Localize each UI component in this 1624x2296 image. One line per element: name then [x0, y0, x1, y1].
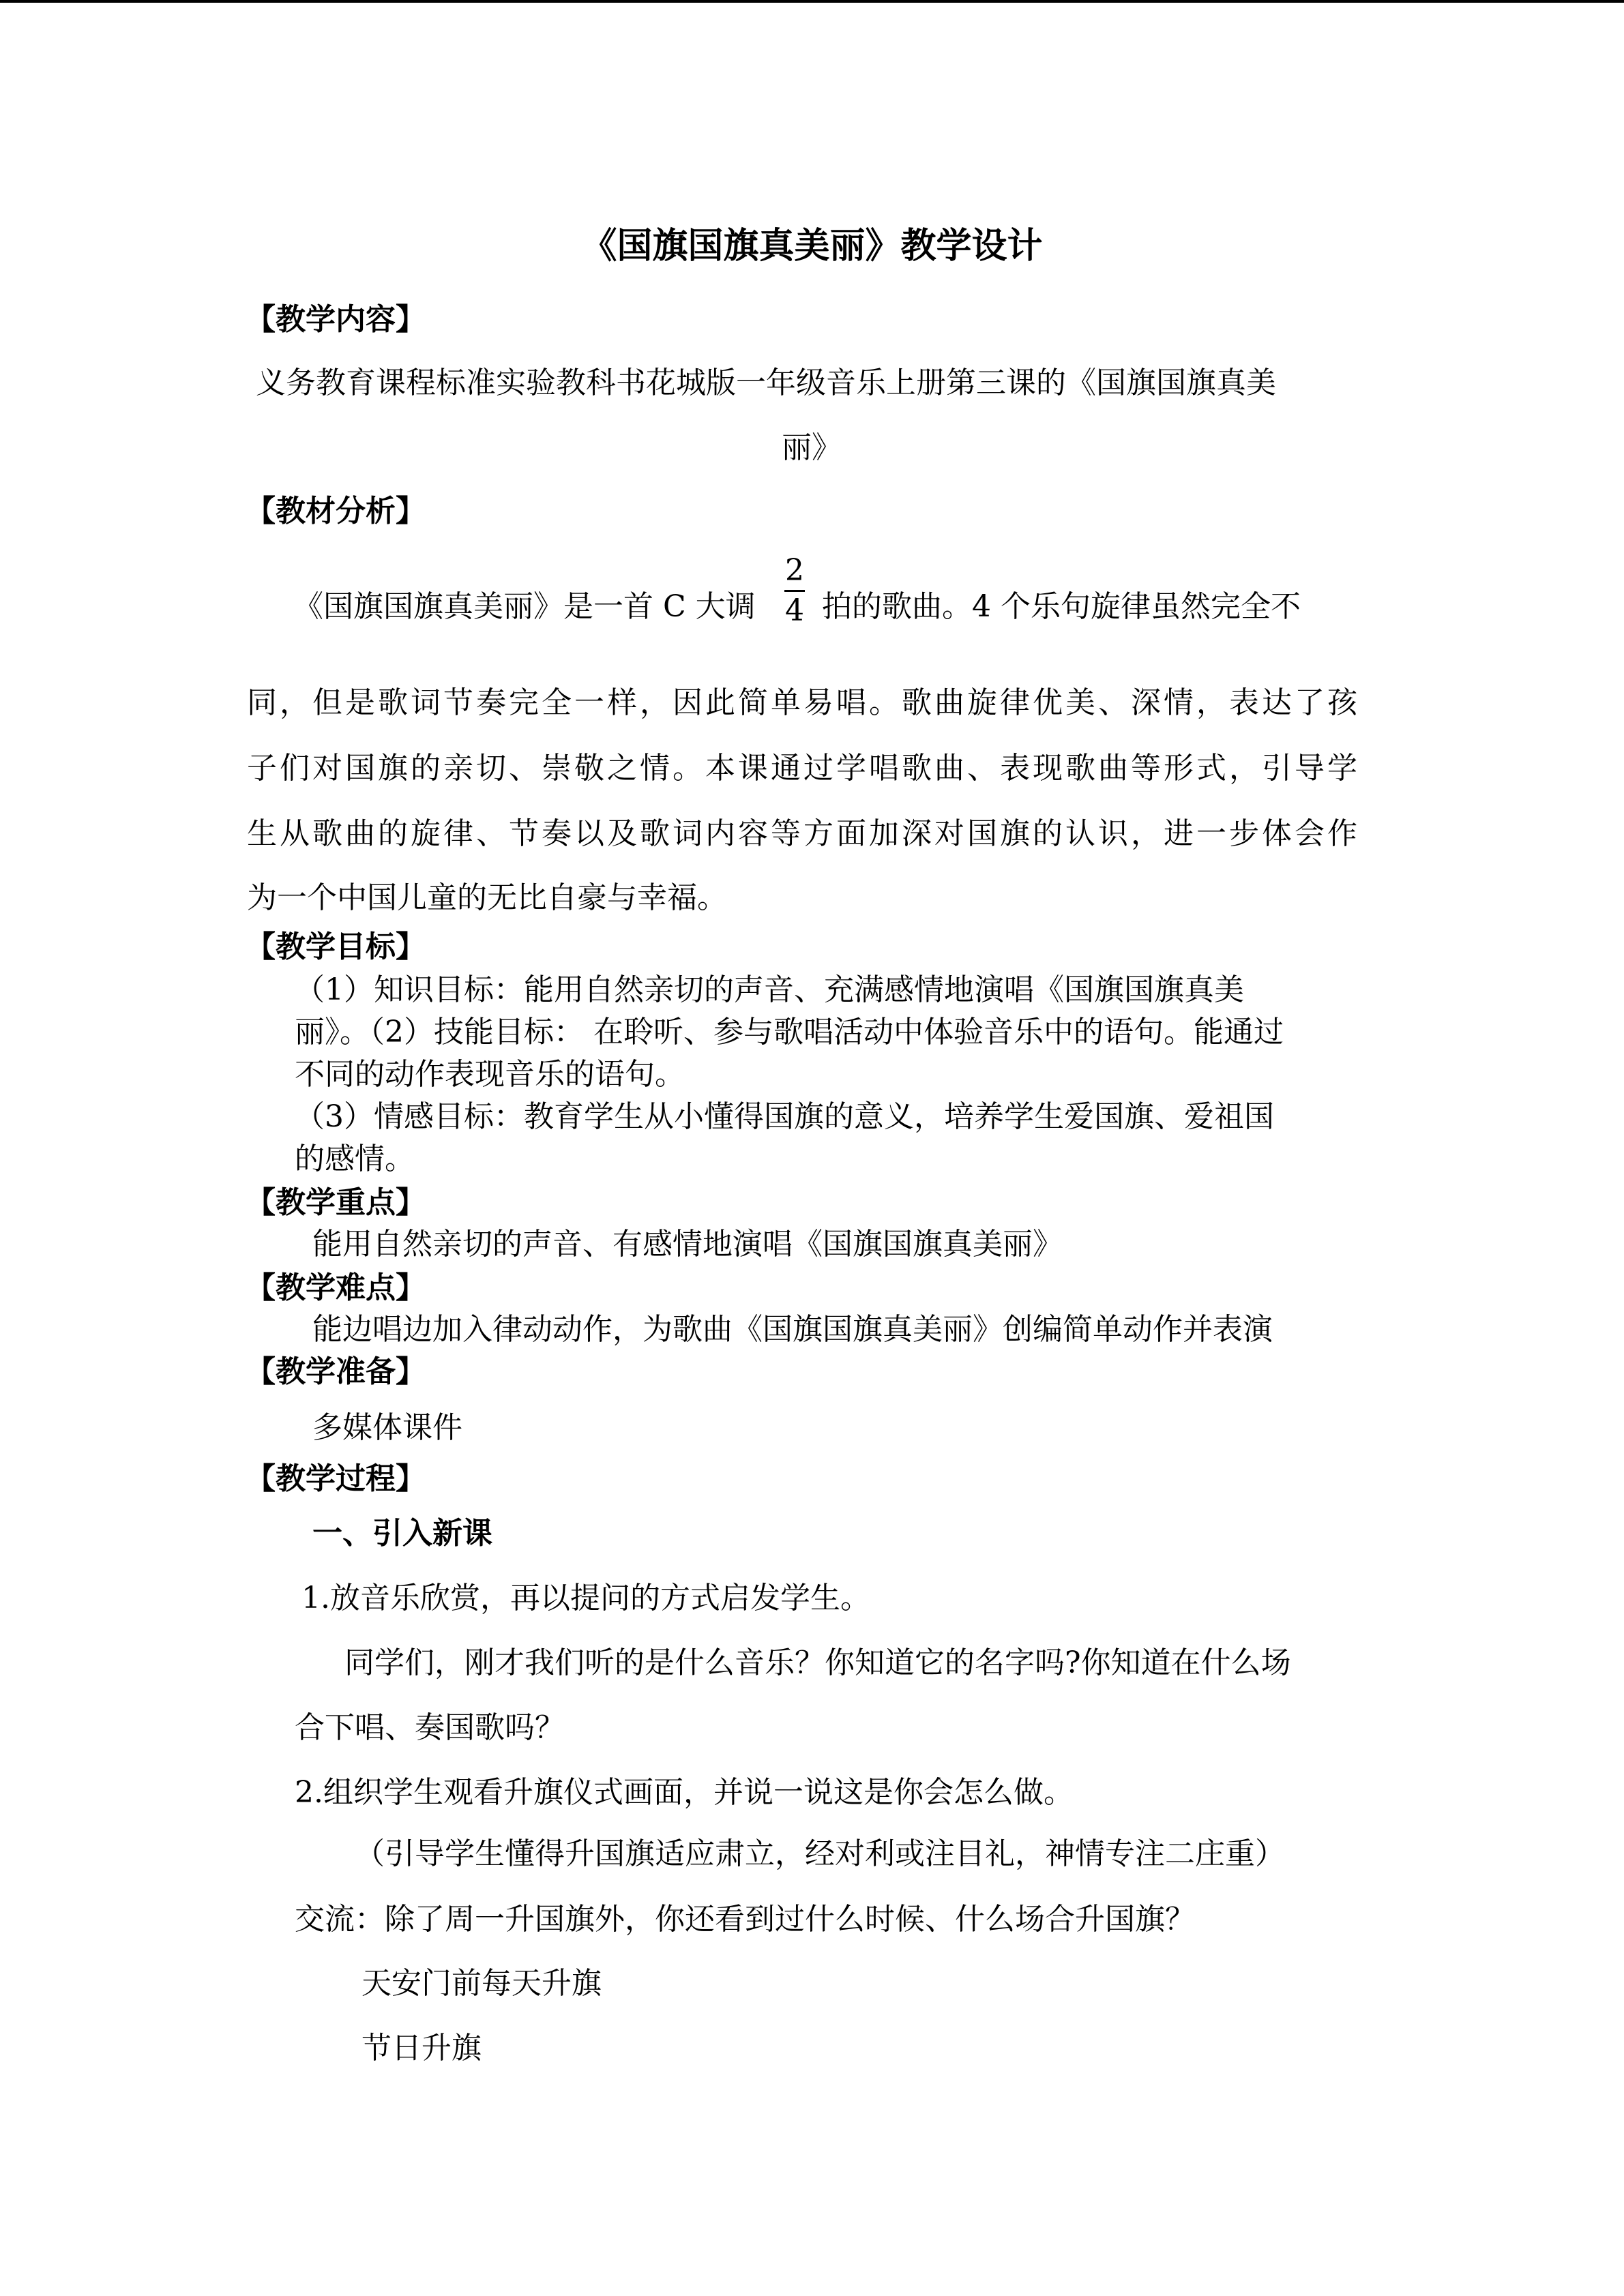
heading-difficulties: 【教学难点】 [246, 1270, 426, 1305]
process-step-1: 1.放音乐欣赏，再以提问的方式启发学生。 [301, 1581, 870, 1615]
process-question-line-2: 合下唱、奏国歌吗？ [295, 1710, 565, 1745]
process-exchange: 交流：除了周一升国旗外，你还看到过什么时候、什么场合升国旗？ [295, 1902, 1195, 1937]
process-step-2: 2.组织学生观看升旗仪式画面，并说一说这是你会怎么做。 [295, 1775, 1074, 1810]
process-question-line-1: 同学们，刚才我们听的是什么音乐？你知道它的名字吗?你知道在什么场 [344, 1645, 1291, 1680]
heading-process: 【教学过程】 [246, 1461, 426, 1496]
preparation-text: 多媒体课件 [312, 1410, 462, 1445]
document-title: 《国旗国旗真美丽》教学设计 [581, 226, 1043, 267]
process-note: （引导学生懂得升国旗适应肃立，经对利或注目礼，神情专注二庄重） [355, 1836, 1285, 1871]
analysis-line-4: 生从歌曲的旋律、节奏以及歌词内容等方面加深对国旗的认识，进一步体会作 [247, 816, 1357, 851]
goals-line-4: （3）情感目标：教育学生从小懂得国旗的意义，培养学生爱国旗、爱祖国 [295, 1099, 1274, 1134]
goals-line-1: （1）知识目标：能用自然亲切的声音、充满感情地演唱《国旗国旗真美 [295, 972, 1244, 1007]
analysis-line-1a: 《国旗国旗真美丽》是一首 C 大调 [293, 589, 756, 624]
process-subheading-intro: 一、引入新课 [312, 1516, 492, 1551]
process-answer-1: 天安门前每天升旗 [361, 1966, 602, 2001]
time-signature [781, 553, 808, 628]
heading-material-analysis: 【教材分析】 [246, 494, 426, 528]
goals-line-3: 不同的动作表现音乐的语句。 [295, 1057, 685, 1092]
heading-teaching-goals: 【教学目标】 [246, 929, 426, 964]
heading-teaching-content: 【教学内容】 [246, 302, 426, 337]
difficulties-text: 能边唱边加入律动动作，为歌曲《国旗国旗真美丽》创编简单动作并表演 [312, 1312, 1273, 1347]
content-line-1: 义务教育课程标准实验教科书花城版一年级音乐上册第三课的《国旗国旗真美 [256, 366, 1276, 400]
time-signature-denominator: 4 [785, 593, 804, 628]
analysis-line-3: 子们对国旗的亲切、崇敬之情。本课通过学唱歌曲、表现歌曲等形式，引导学 [247, 751, 1357, 786]
analysis-line-5: 为一个中国儿童的无比自豪与幸福。 [247, 880, 727, 915]
heading-key-points: 【教学重点】 [246, 1185, 426, 1220]
content-line-2: 丽》 [782, 430, 842, 465]
heading-preparation: 【教学准备】 [246, 1354, 426, 1389]
time-signature-numerator: 2 [785, 553, 804, 588]
process-answer-2: 节日升旗 [361, 2031, 482, 2066]
page-top-border [0, 0, 1624, 3]
analysis-line-2: 同，但是歌词节奏完全一样，因此简单易唱。歌曲旋律优美、深情，表达了孩 [247, 685, 1357, 720]
key-points-text: 能用自然亲切的声音、有感情地演唱《国旗国旗真美丽》 [312, 1227, 1063, 1262]
goals-line-5: 的感情。 [295, 1142, 415, 1176]
analysis-line-1b: 拍的歌曲。4 个乐句旋律虽然完全不 [822, 589, 1301, 624]
fraction-bar [784, 590, 805, 592]
goals-line-2: 丽》。（2）技能目标： 在聆听、参与歌唱活动中体验音乐中的语句。能通过 [295, 1015, 1284, 1049]
